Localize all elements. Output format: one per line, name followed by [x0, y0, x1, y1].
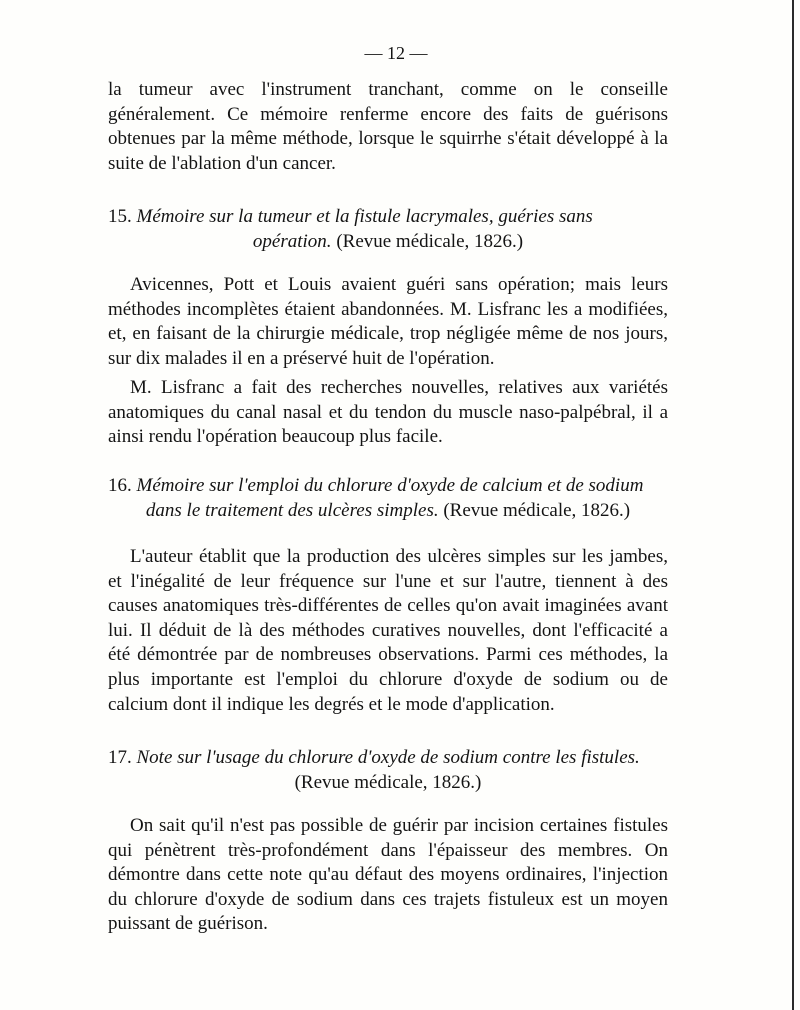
entry-17-paragraph-1: On sait qu'il n'est pas possible de guérir par incision certaines fistules qui pénètrent très-profondément dans l'épaisseur des membres. On démontre dans cette note qu'au défaut des moyens ordinaires, l'injection du chlorure d'oxyde de sodium dans ces trajets fistuleux est un moyen puissant de guérison.	[108, 815, 668, 935]
entry-17	[108, 746, 668, 795]
entry-15-paragraph-1: Avicennes, Pott et Louis avaient guéri sans opération; mais leurs méthodes incomplètes étaient abandonnées. M. Lisfranc les a modifiées, et, en faisant de la chirurgie médicale, trop négligée même de nos jours, sur dix malades il en a préservé huit de l'opération.	[108, 274, 668, 369]
entry-15	[108, 205, 668, 254]
entry-16-title-line1: Mémoire sur l'emploi du chlorure d'oxyde de calcium et de sodium	[136, 475, 644, 496]
entry-15-source: (Revue médicale, 1826.)	[336, 230, 524, 252]
entry-15-body	[108, 273, 668, 371]
continuation-paragraph	[108, 78, 668, 176]
continuation-text: la tumeur avec l'instrument tranchant, comme on le conseille généralement. Ce mémoire renferme encore des faits de guérisons obtenues par la même méthode, lorsque le squirrhe s'était développé à la suite de l'ablation d'un cancer.	[108, 79, 668, 174]
entry-17-source: (Revue médicale, 1826.)	[294, 771, 482, 793]
entry-16-paragraph-1: L'auteur établit que la production des ulcères simples sur les jambes, et l'inégalité de leur fréquence sur l'une et sur l'autre, tiennent à des causes anatomiques très-différentes de celles qu'on avait imaginées avant lui. Il déduit de là des méthodes curatives nouvelles, dont l'efficacité a été démontrée par de nombreuses observations. Parmi ces méthodes, la plus importante est l'emploi du chlorure d'oxyde de sodium ou de calcium dont il indique les degrés et le mode d'application.	[108, 546, 668, 715]
entry-17-title-line1: Note sur l'usage du chlorure d'oxyde de sodium contre les fistules.	[136, 747, 640, 768]
entry-15-title-line2	[108, 230, 668, 255]
entry-15-title	[108, 205, 668, 230]
entry-16-title-italic: dans le traitement des ulcères simples.	[145, 499, 439, 521]
entry-16-number: 16.	[108, 475, 132, 496]
entry-17-body	[108, 814, 668, 937]
entry-15-body-2	[108, 376, 668, 450]
entry-17-number: 17.	[108, 747, 132, 768]
entry-15-number: 15.	[108, 206, 132, 227]
entry-15-title-line1: Mémoire sur la tumeur et la fistule lacrymales, guéries sans	[136, 206, 593, 227]
entry-17-title	[108, 746, 668, 771]
entry-17-title-line2	[108, 771, 668, 796]
entry-16-title	[108, 474, 668, 499]
entry-15-paragraph-2: M. Lisfranc a fait des recherches nouvelles, relatives aux variétés anatomiques du canal nasal et du tendon du muscle naso-palpébral, il a ainsi rendu l'opération beaucoup plus facile.	[108, 377, 668, 448]
entry-16-body	[108, 545, 668, 717]
entry-16-title-line2	[108, 499, 668, 524]
entry-16-source: (Revue médicale, 1826.)	[443, 499, 631, 521]
entry-15-title-italic: opération.	[252, 230, 332, 252]
page-number: — 12 —	[364, 43, 428, 63]
entry-16	[108, 474, 668, 523]
